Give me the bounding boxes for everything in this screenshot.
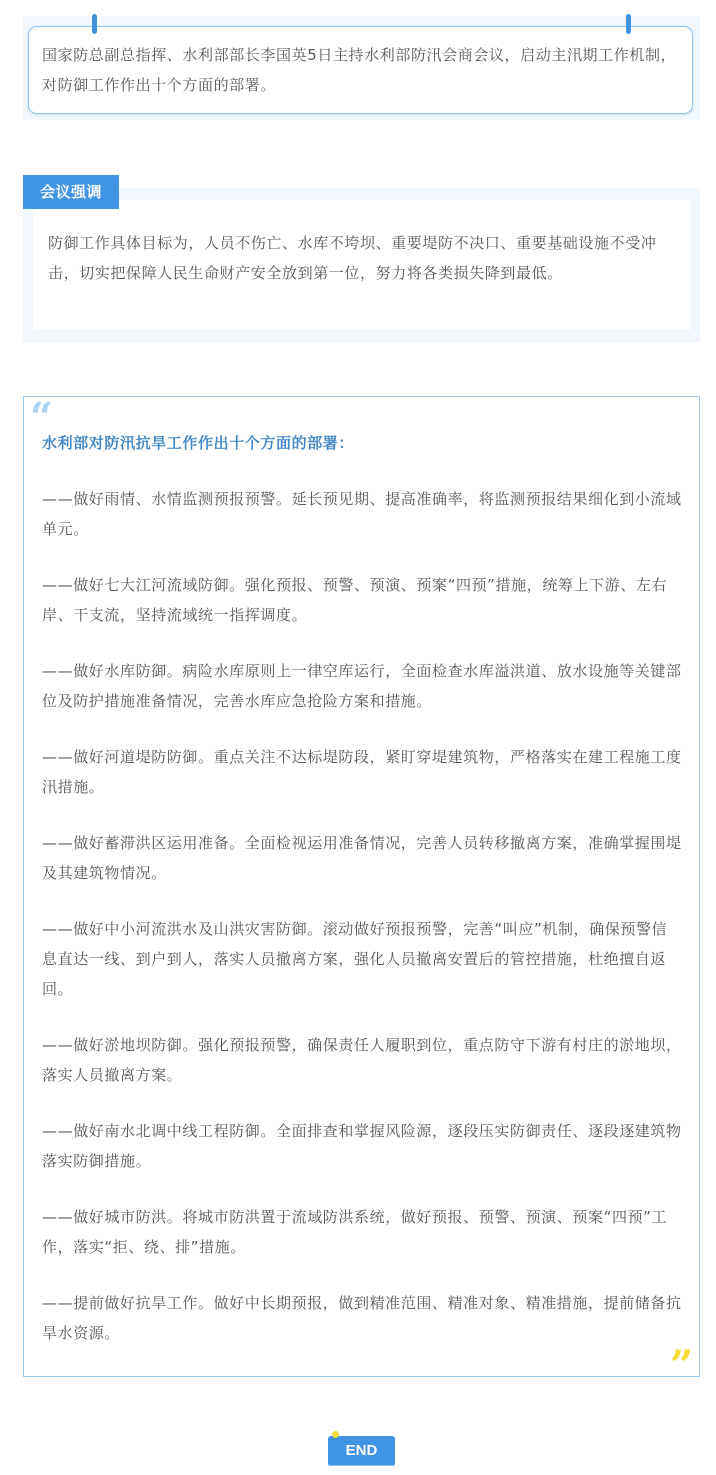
deployment-item-7: ——做好淤地坝防御。强化预报预警，确保责任人履职到位，重点防守下游有村庄的淤地坝，落实人员撤离方案。 (42, 1036, 682, 1084)
intro-text: 国家防总副总指挥、水利部部长李国英5日主持水利部防汛会商会议，启动主汛期工作机制，对防御工作作出十个方面的部署。 (42, 46, 677, 94)
deployment-item-1: ——做好雨情、水情监测预报预警。延长预见期、提高准确率，将监测预报结果细化到小流域单元。 (42, 490, 682, 538)
deployment-item-8: ——做好南水北调中线工程防御。全面排查和掌握风险源，逐段压实防御责任、逐段逐建筑物落实防御措施。 (42, 1122, 682, 1170)
end-underline (328, 1465, 395, 1466)
intro-pin-left (92, 14, 97, 34)
intro-pin-right (626, 14, 631, 34)
end-dot-icon (332, 1431, 339, 1438)
deployment-item-6: ——做好中小河流洪水及山洪灾害防御。滚动做好预报预警，完善“叫应”机制，确保预警信息直达一线、到户到人，落实人员撤离方案，强化人员撤离安置后的管控措施，杜绝擅自返回。 (42, 920, 668, 998)
close-quote-icon: ” (670, 1342, 694, 1389)
emphasis-text: 防御工作具体目标为，人员不伤亡、水库不垮坝、重要堤防不决口、重要基础设施不受冲击，切实把保障人民生命财产安全放到第一位，努力将各类损失降到最低。 (48, 234, 657, 282)
deployment-item-4: ——做好河道堤防防御。重点关注不达标堤防段，紧盯穿堤建筑物，严格落实在建工程施工度汛措施。 (42, 748, 682, 796)
emphasis-tag: 会议强调 (23, 175, 119, 209)
open-quote-icon: “ (30, 394, 54, 441)
deployment-item-2: ——做好七大江河流域防御。强化预报、预警、预演、预案“四预”措施，统筹上下游、左右岸、干支流，坚持流域统一指挥调度。 (42, 576, 668, 624)
deployment-item-10: ——提前做好抗旱工作。做好中长期预报，做到精准范围、精准对象、精准措施，提前储备抗旱水资源。 (42, 1294, 682, 1342)
deployment-heading: 水利部对防汛抗旱工作作出十个方面的部署： (42, 434, 355, 452)
deployment-item-3: ——做好水库防御。病险水库原则上一律空库运行，全面检查水库溢洪道、放水设施等关键部位及防护措施准备情况，完善水库应急抢险方案和措施。 (42, 662, 682, 710)
deployment-item-5: ——做好蓄滞洪区运用准备。全面检视运用准备情况，完善人员转移撤离方案，准确掌握围堤及其建筑物情况。 (42, 834, 682, 882)
deployment-item-9: ——做好城市防洪。将城市防洪置于流域防洪系统，做好预报、预警、预演、预案“四预”工作，落实“拒、绕、排”措施。 (42, 1208, 668, 1256)
end-badge: END (328, 1436, 395, 1466)
